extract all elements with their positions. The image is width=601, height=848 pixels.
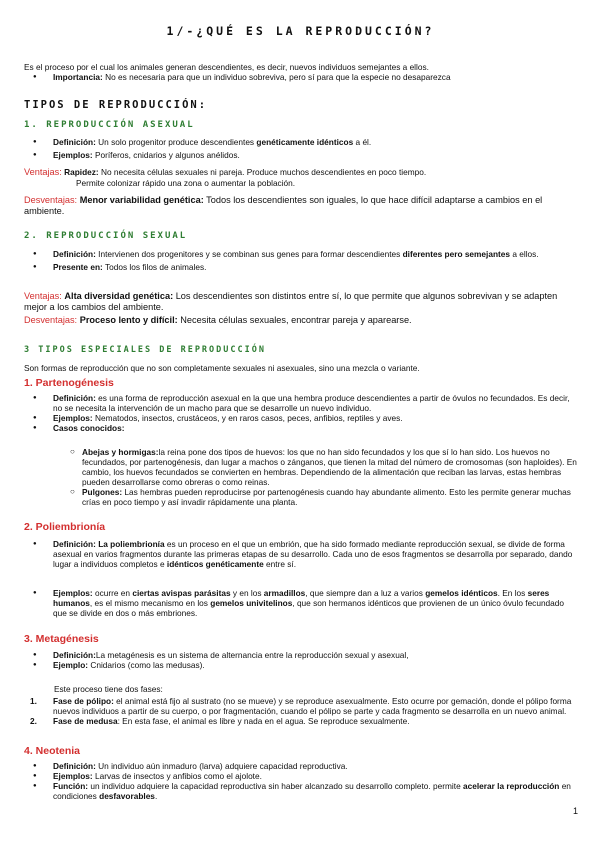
- list-item: 2. Fase de medusa: En esta fase, el animal es libre y nada en el agua. Se reproduce sexualmente.: [30, 716, 410, 726]
- list-item: ● Casos conocidos:: [24, 423, 580, 433]
- neoteny-heading: 4. Neotenia: [24, 745, 81, 757]
- intro-section: [24, 62, 580, 82]
- list-item: ● Definición: La poliembrionía es un proceso en el que un embrión, que ha sido formado mediante reproducción sexual, se divide de forma asexual en varios fragmentos durante las primeras etapas de su desarrollo. Cada uno de esos fragmentos se desarrolla por separado, dando lugar a individuos completos e idénticos genéticamente entre sí.: [24, 539, 580, 569]
- page-number: 1: [572, 806, 578, 816]
- parthenogenesis-list: [24, 393, 580, 433]
- sexual-advantages: Ventajas: Alta diversidad genética: Los descendientes son distintos entre sí, lo que permite que algunos sobrevivan y se adapten mejor a los cambios del ambiente.: [24, 291, 558, 312]
- phases-intro: Este proceso tiene dos fases:: [54, 684, 163, 694]
- asexual-list: [24, 137, 580, 160]
- list-item: ● Ejemplos: Larvas de insectos y anfibios como el ajolote.: [24, 771, 580, 781]
- list-item: ● Presente en: Todos los filos de animales.: [24, 262, 580, 272]
- list-item: ● Definición: Un individuo aún inmaduro (larva) adquiere capacidad reproductiva.: [24, 761, 580, 771]
- sexual-list: [24, 249, 580, 272]
- asexual-disadvantages: Desventajas: Menor variabilidad genética: Todos los descendientes son iguales, lo que hace difícil adaptarse a cambios en el ambiente.: [24, 195, 543, 216]
- special-intro: Son formas de reproducción que no son completamente sexuales ni asexuales, sino una mezcla o variante.: [24, 363, 420, 373]
- polyembryony-heading: 2. Poliembrionía: [24, 521, 106, 533]
- metagenesis-heading: 3. Metagénesis: [24, 633, 99, 645]
- page-title: 1/-¿QUÉ ES LA REPRODUCCIÓN?: [166, 24, 435, 38]
- neoteny-list: [24, 761, 580, 801]
- parthenogenesis-heading: 1. Partenogénesis: [24, 377, 114, 389]
- list-item: ● Definición: Intervienen dos progenitores y se combinan sus genes para formar descendientes diferentes pero semejantes a ellos.: [24, 249, 580, 259]
- list-item: ○ Abejas y hormigas:la reina pone dos tipos de huevos: los que no han sido fecundados y los que sí lo han sido. Los huevos no fecundados, por partenogénesis, dan lugar a machos o zánganos, que tienen la mitad del número de cromosomas (son haploides). En cambio, los huevos fecundados se convierten en hembras. Dependiendo de la alimentación que reciban las larvas, estas hembras pueden desarrollarse como obreras o como reinas.: [24, 447, 580, 487]
- asexual-advantages: Ventajas: Rapidez: No necesita células sexuales ni pareja. Produce muchos descendientes en poco tiempo. Permite colonizar rápido una zona o aumentar la población.: [24, 167, 427, 188]
- list-item: ● Importancia: No es necesaria para que un individuo sobreviva, pero sí para que la especie no desaparezca: [24, 72, 580, 82]
- list-item: ● Ejemplo: Cnidarios (como las medusas).: [24, 660, 580, 670]
- asexual-heading: 1. REPRODUCCIÓN ASEXUAL: [24, 120, 195, 130]
- list-item: ○ Pulgones: Las hembras pueden reproducirse por partenogénesis cuando hay abundante alimento. Esto les permite generar muchas crías en poco tiempo y así invadir rápidamente una planta.: [24, 487, 580, 507]
- sexual-disadvantages: Desventajas: Proceso lento y difícil: Necesita células sexuales, encontrar pareja y aparearse.: [24, 315, 412, 325]
- sexual-heading: 2. REPRODUCCIÓN SEXUAL: [24, 231, 188, 241]
- list-item: ● Definición:La metagénesis es un sistema de alternancia entre la reproducción sexual y asexual,: [24, 650, 580, 660]
- list-item: ● Definición: Un solo progenitor produce descendientes genéticamente idénticos a él.: [24, 137, 580, 147]
- types-heading: TIPOS DE REPRODUCCIÓN:: [24, 99, 208, 111]
- list-item: ● Función: un individuo adquiere la capacidad reproductiva sin haber alcanzado su desarrollo completo. permite acelerar la reproducción en condiciones desfavorables.: [24, 781, 580, 801]
- list-item: 1. Fase de pólipo: el animal está fijo al sustrato (no se mueve) y se reproduce asexualmente. Esto ocurre por gemación, donde el pólipo forma nuevos individuos a partir de su cuerpo, o por fragmentación, cuando el pólipo se parte y cada fragmento se desarrolla en un nuevo animal.: [30, 696, 572, 716]
- list-item: ● Ejemplos: Nematodos, insectos, crustáceos, y en raros casos, peces, anfibios, reptiles y aves.: [24, 413, 580, 423]
- polyembryony-definition: [24, 539, 580, 569]
- intro-text: Es el proceso por el cual los animales generan descendientes, es decir, nuevos individuos semejantes a ellos.: [24, 62, 429, 72]
- phases-list: [24, 696, 580, 726]
- special-heading: 3 TIPOS ESPECIALES DE REPRODUCCIÓN: [24, 345, 266, 355]
- polyembryony-examples: [24, 588, 580, 618]
- list-item: ● Definición: es una forma de reproducción asexual en la que una hembra produce descendientes a partir de óvulos no fecundados. Es decir, no se necesita la intervención de un macho para que se desarrolle un nuevo individuo.: [24, 393, 580, 413]
- list-item: ● Ejemplos: ocurre en ciertas avispas parásitas y en los armadillos, que siempre dan a luz a varios gemelos idénticos. En los seres humanos, es el mismo mecanismo en los gemelos univitelinos, que son hermanos idénticos que provienen de un único óvulo fecundado que se divide en dos o más embriones.: [24, 588, 580, 618]
- known-cases-list: [24, 447, 580, 507]
- list-item: ● Ejemplos: Poríferos, cnidarios y algunos anélidos.: [24, 150, 580, 160]
- metagenesis-list: [24, 650, 580, 670]
